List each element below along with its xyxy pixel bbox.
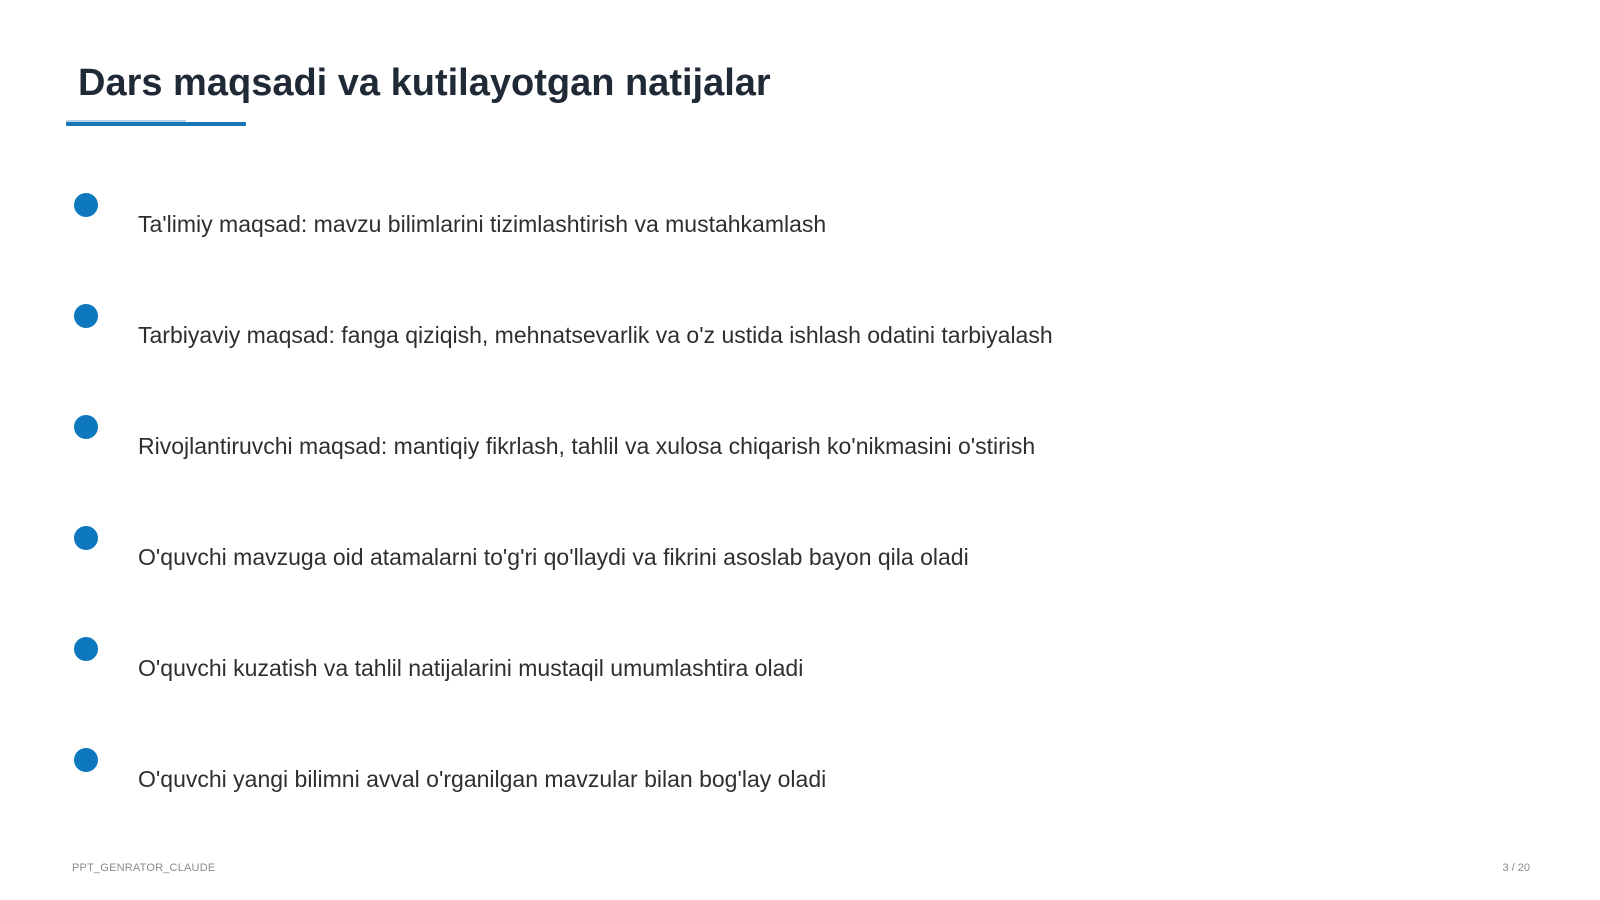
- bullet-item: [74, 415, 1474, 495]
- title-underline-accent: [66, 120, 186, 122]
- bullet-item: [74, 304, 1474, 384]
- bullet-text: Tarbiyaviy maqsad: fanga qiziqish, mehnatsevarlik va o'z ustida ishlash odatini tarbiyalash: [138, 322, 1053, 348]
- bullet-item: [74, 748, 1474, 828]
- bullet-dot-icon: [74, 748, 98, 772]
- bullet-item: [74, 193, 1474, 273]
- bullet-dot-icon: [74, 637, 98, 661]
- bullet-dot-icon: [74, 415, 98, 439]
- bullet-item: [74, 526, 1474, 606]
- footer-label: PPT_GENRATOR_CLAUDE: [72, 862, 216, 874]
- bullet-text: Ta'limiy maqsad: mavzu bilimlarini tizimlashtirish va mustahkamlash: [138, 211, 827, 237]
- bullet-text: O'quvchi yangi bilimni avval o'rganilgan mavzular bilan bog'lay oladi: [138, 766, 827, 792]
- bullet-text: Rivojlantiruvchi maqsad: mantiqiy fikrlash, tahlil va xulosa chiqarish ko'nikmasini o'stirish: [138, 433, 1036, 459]
- bullet-text: O'quvchi kuzatish va tahlil natijalarini mustaqil umumlashtira oladi: [138, 655, 804, 681]
- title-underline: [66, 122, 246, 126]
- slide-title: Dars maqsadi va kutilayotgan natijalar: [78, 62, 771, 104]
- bullet-item: [74, 637, 1474, 717]
- page-indicator: 3 / 20: [1502, 862, 1530, 874]
- bullet-text: O'quvchi mavzuga oid atamalarni to'g'ri qo'llaydi va fikrini asoslab bayon qila oladi: [138, 544, 969, 570]
- bullet-dot-icon: [74, 193, 98, 217]
- bullet-dot-icon: [74, 304, 98, 328]
- bullet-dot-icon: [74, 526, 98, 550]
